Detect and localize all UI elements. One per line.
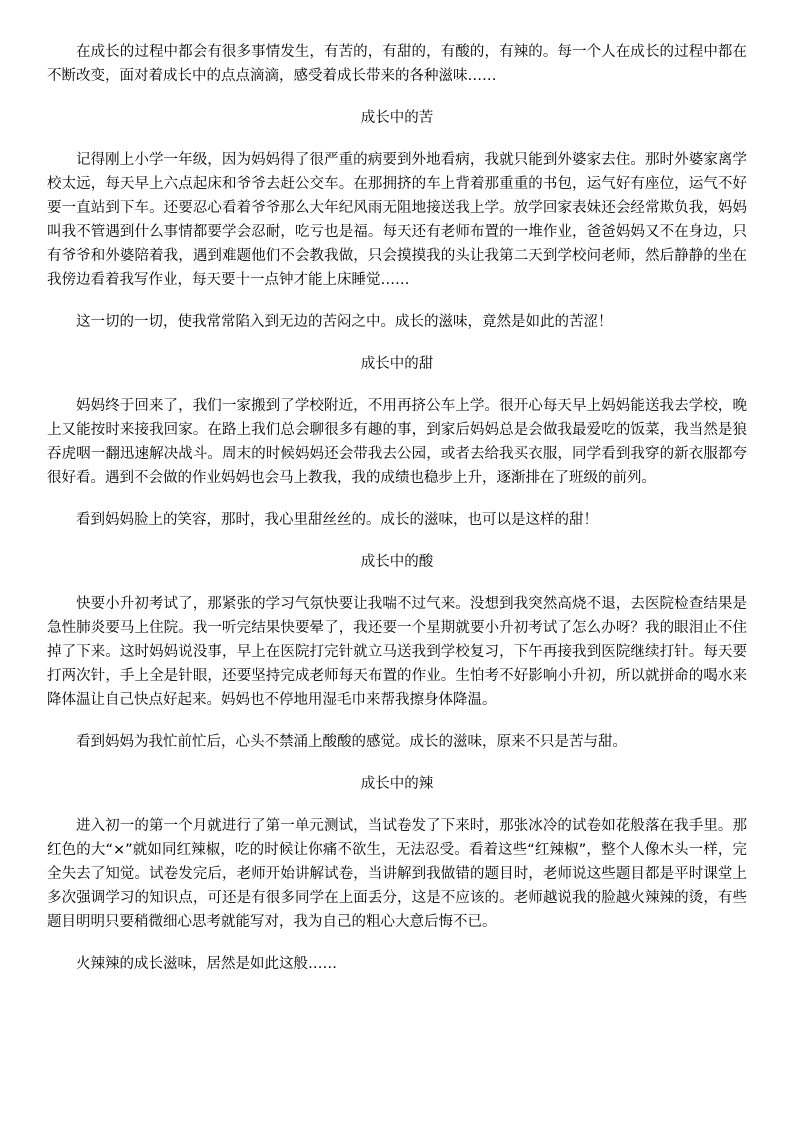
essay-page (47, 40, 747, 994)
section-conclusion: 看到妈妈为我忙前忙后，心头不禁涌上酸酸的感觉。成长的滋味，原来不只是苦与甜。 (76, 734, 627, 750)
intro-paragraph: 在成长的过程中都会有很多事情发生，有苦的，有甜的，有酸的，有辣的。每一个人在成长的过程中都在不断改变，面对着成长中的点点滴滴，感受着成长带来的各种滋味…… (47, 44, 747, 84)
section-conclusion: 这一切的一切，使我常常陷入到无边的苦闷之中。成长的滋味，竟然是如此的苦涩！ (76, 314, 613, 330)
section-heading: 成长中的苦 (360, 110, 434, 126)
section-conclusion: 看到妈妈脸上的笑容，那时，我心里甜丝丝的。成长的滋味，也可以是这样的甜！ (76, 512, 598, 528)
section-heading: 成长中的辣 (360, 776, 434, 792)
section-body: 进入初一的第一个月就进行了第一单元测试，当试卷发了下来时，那张冰冷的试卷如花般落在我手里。那红色的大“×”就如同红辣椒，吃的时候让你痛不欲生，无法忍受。看着这些“红辣椒”，整个人像木头一样，完全失去了知觉。试卷发完后，老师开始讲解试卷，当讲解到我做错的题目时，老师说这些题目都是平时课堂上多次强调学习的知识点，可还是有很多同学在上面丢分，这是不应该的。老师越说我的脸越火辣辣的烫，有些题目明明只要稍微细心思考就能写对，我为自己的粗心大意后悔不已。 (47, 818, 747, 930)
section-bitter (47, 106, 747, 334)
section-body: 记得刚上小学一年级，因为妈妈得了很严重的病要到外地看病，我就只能到外婆家去住。那时外婆家离学校太远，每天早上六点起床和爷爷去赶公交车。在那拥挤的车上背着那重重的书包，运气好有座位，运气不好要一直站到下车。还要忍心看着爷爷那么大年纪风雨无阻地接送我上学。放学回家表妹还会经常欺负我，妈妈叫我不管遇到什么事情都要学会忍耐，吃亏也是福。每天还有老师布置的一堆作业，爸爸妈妈又不在身边，只有爷爷和外婆陪着我，遇到难题他们不会教我做，只会摸摸我的头让我第二天到学校问老师，然后静静的坐在我傍边看着我写作业，每天要十一点钟才能上床睡觉…… (47, 152, 747, 288)
section-body: 妈妈终于回来了，我们一家搬到了学校附近，不用再挤公车上学。很开心每天早上妈妈能送我去学校，晚上又能按时来接我回家。在路上我们总会聊很多有趣的事，到家后妈妈总是会做我最爱吃的饭菜，我当然是狼吞虎咽一翻迅速解决战斗。周末的时候妈妈还会带我去公园，或者去给我买衣服，同学看到我穿的新衣服都夸很好看。遇到不会做的作业妈妈也会马上教我，我的成绩也稳步上升，逐渐排在了班级的前列。 (47, 398, 747, 486)
section-body: 快要小升初考试了，那紧张的学习气氛快要让我喘不过气来。没想到我突然高烧不退，去医院检查结果是急性肺炎要马上住院。我一听完结果快要晕了，我还要一个星期就要小升初考试了怎么办呀？我的眼泪止不住掉了下来。这时妈妈说没事，早上在医院打完针就立马送我到学校复习，下午再接我到医院继续打针。每天要打两次针，手上全是针眼，还要坚持完成老师每天布置的作业。生怕考不好影响小升初，所以就拼命的喝水来降体温让自己快点好起来。妈妈也不停地用湿毛巾来帮我擦身体降温。 (47, 596, 747, 708)
section-conclusion: 火辣辣的成长滋味，居然是如此这般…… (76, 956, 337, 972)
section-sour (47, 550, 747, 754)
section-spicy (47, 772, 747, 976)
section-heading: 成长中的甜 (360, 356, 434, 372)
section-heading: 成长中的酸 (360, 554, 434, 570)
section-sweet (47, 352, 747, 532)
